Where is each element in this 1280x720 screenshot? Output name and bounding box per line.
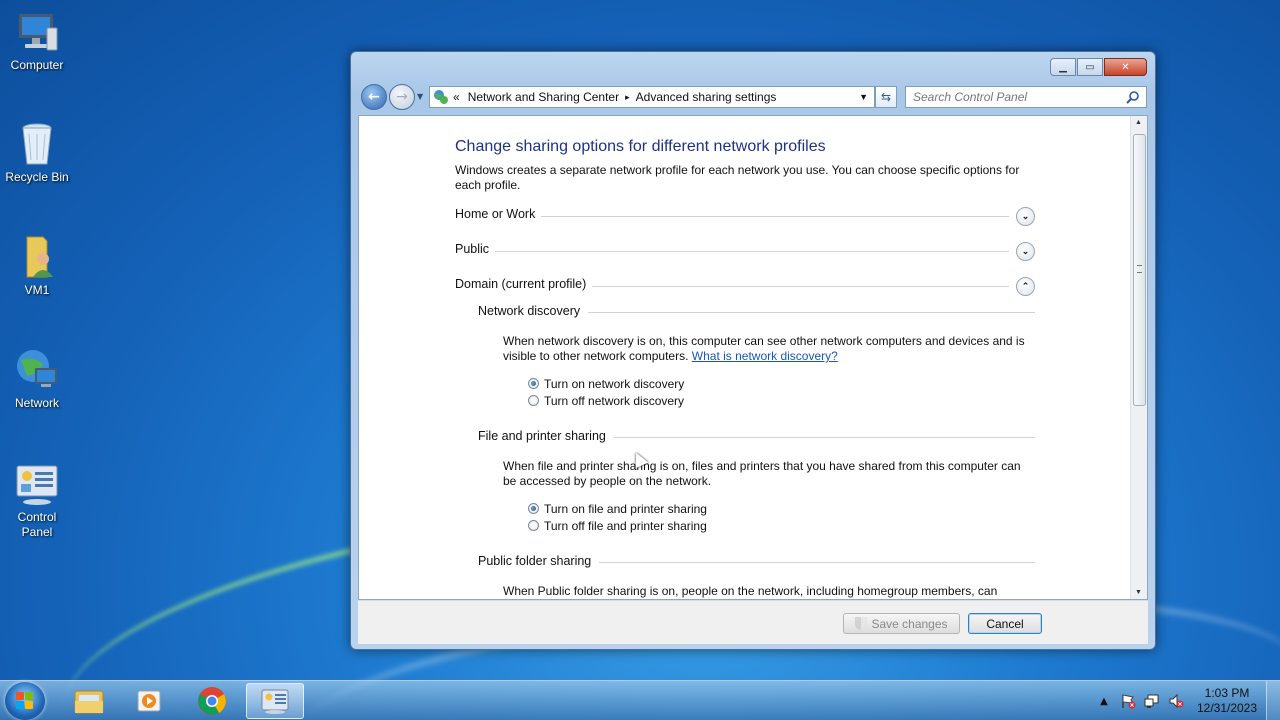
start-button[interactable] xyxy=(5,682,45,720)
taskbar-explorer[interactable] xyxy=(60,683,118,719)
breadcrumb-network-sharing-center[interactable]: Network and Sharing Center xyxy=(467,90,620,104)
page-title: Change sharing options for different network profiles xyxy=(455,138,826,155)
divider xyxy=(455,251,1009,252)
computer-icon xyxy=(13,8,61,56)
radio-turn-off-file-printer-sharing[interactable] xyxy=(528,517,1035,534)
address-overflow[interactable]: « xyxy=(453,90,460,104)
desktop-icon-label: Control Panel xyxy=(17,510,57,539)
radio-button-selected[interactable] xyxy=(528,503,539,514)
control-panel-icon xyxy=(13,460,61,508)
radio-button[interactable] xyxy=(528,520,539,531)
taskbar-media-player[interactable] xyxy=(120,683,178,719)
desktop-icon-control-panel[interactable] xyxy=(0,460,74,540)
desktop-icon-recycle-bin[interactable] xyxy=(0,120,74,185)
radio-turn-on-network-discovery[interactable] xyxy=(528,375,1035,392)
description-text: When network discovery is on, this computer can see other network computers and devices and is visible to other network computers. xyxy=(503,334,1025,363)
back-button[interactable] xyxy=(361,84,387,110)
section-description: When file and printer sharing is on, files and printers that you have shared from this computer can be accessed by people on the network. xyxy=(503,459,1021,488)
control-panel-icon xyxy=(433,89,449,105)
folder-icon xyxy=(73,687,105,715)
section-header xyxy=(478,304,1035,334)
scrollbar-thumb[interactable] xyxy=(1133,134,1146,406)
profile-label: Domain (current profile) xyxy=(455,277,592,291)
action-center-flag-icon[interactable] xyxy=(1118,691,1138,711)
network-icon xyxy=(13,346,61,394)
radio-group xyxy=(528,500,1035,534)
chevron-down-icon[interactable]: ⌄ xyxy=(1016,207,1035,226)
scroll-down-arrow-icon[interactable]: ▼ xyxy=(1135,589,1142,596)
radio-label[interactable]: Turn off network discovery xyxy=(544,393,685,408)
address-bar[interactable] xyxy=(429,86,875,108)
search-icon[interactable] xyxy=(1126,90,1140,104)
section-header xyxy=(478,554,1035,584)
button-label: Save changes xyxy=(871,616,948,631)
desktop-icon-label: Recycle Bin xyxy=(5,170,69,184)
caption-buttons xyxy=(1049,58,1147,76)
clock-time: 1:03 PM xyxy=(1204,686,1250,700)
radio-group xyxy=(528,375,1035,409)
section-header xyxy=(478,429,1035,459)
show-desktop-button[interactable] xyxy=(1266,681,1280,720)
profile-home-work[interactable] xyxy=(455,207,1035,242)
save-changes-button[interactable] xyxy=(843,613,960,634)
desktop-icon-network[interactable] xyxy=(0,346,74,411)
button-label: Cancel xyxy=(986,616,1024,631)
control-panel-icon xyxy=(260,687,290,715)
chevron-down-icon[interactable]: ⌄ xyxy=(1016,242,1035,261)
profile-domain[interactable] xyxy=(455,277,1035,304)
settings-panel xyxy=(455,138,1035,600)
taskbar-control-panel[interactable] xyxy=(246,683,304,719)
media-player-icon xyxy=(135,687,163,715)
uac-shield-icon xyxy=(855,617,867,630)
section-description: When Public folder sharing is on, people on the network, including homegroup members, can xyxy=(503,584,998,598)
radio-label[interactable]: Turn on network discovery xyxy=(544,376,685,391)
windows-logo-icon xyxy=(16,692,34,710)
cancel-button[interactable] xyxy=(968,613,1042,634)
intro-text: Windows creates a separate network profile for each network you use. You can choose specific options for each profile. xyxy=(455,163,1020,192)
section-title: Network discovery xyxy=(478,304,588,318)
profile-label: Home or Work xyxy=(455,207,541,221)
desktop-icon-vm1[interactable] xyxy=(0,233,74,298)
file-printer-sharing-section xyxy=(478,429,1035,534)
profile-public[interactable] xyxy=(455,242,1035,277)
recycle-bin-icon xyxy=(13,120,61,168)
section-title: File and printer sharing xyxy=(478,429,614,443)
search-input[interactable] xyxy=(905,86,1147,108)
desktop-icon-computer[interactable] xyxy=(0,8,74,73)
minimize-button[interactable]: ▁ xyxy=(1050,58,1076,76)
section-description xyxy=(503,334,1035,364)
network-tray-icon[interactable] xyxy=(1142,691,1162,711)
profile-label: Public xyxy=(455,242,495,256)
advanced-sharing-window xyxy=(350,51,1156,650)
navigation-bar xyxy=(359,84,1147,110)
radio-turn-on-file-printer-sharing[interactable] xyxy=(528,500,1035,517)
volume-muted-icon[interactable] xyxy=(1166,691,1186,711)
radio-label[interactable]: Turn on file and printer sharing xyxy=(544,501,707,516)
chrome-icon xyxy=(197,686,227,716)
system-tray xyxy=(1092,681,1280,720)
search-placeholder: Search Control Panel xyxy=(913,90,1028,104)
radio-turn-off-network-discovery[interactable] xyxy=(528,392,1035,409)
public-folder-sharing-section xyxy=(478,554,1035,599)
maximize-button[interactable]: ▭ xyxy=(1077,58,1103,76)
network-discovery-section xyxy=(478,304,1035,409)
user-folder-icon xyxy=(13,233,61,281)
radio-label[interactable]: Turn off file and printer sharing xyxy=(544,518,707,533)
refresh-icon: ⇆ xyxy=(880,90,892,104)
close-button[interactable]: ✕ xyxy=(1104,58,1147,76)
grip-icon xyxy=(1137,265,1142,273)
section-title: Public folder sharing xyxy=(478,554,599,568)
breadcrumb-advanced-sharing[interactable]: Advanced sharing settings xyxy=(635,90,777,104)
content-pane xyxy=(358,115,1148,600)
show-hidden-icons-button[interactable]: ▲ xyxy=(1100,695,1108,707)
desktop-icon-label: Computer xyxy=(10,58,64,72)
radio-button-selected[interactable] xyxy=(528,378,539,389)
desktop-icon-label: VM1 xyxy=(24,283,50,297)
taskbar-chrome[interactable] xyxy=(183,683,241,719)
vertical-scrollbar[interactable] xyxy=(1130,116,1147,599)
desktop-icon-label: Network xyxy=(14,396,59,410)
taskbar-clock[interactable] xyxy=(1188,686,1266,716)
recent-pages-dropdown[interactable]: ▼ xyxy=(417,92,424,101)
address-dropdown-icon[interactable]: ▼ xyxy=(859,92,868,102)
chevron-up-icon[interactable]: ⌃ xyxy=(1016,277,1035,296)
forward-button[interactable] xyxy=(389,84,415,110)
clock-date: 12/31/2023 xyxy=(1196,701,1258,715)
radio-button[interactable] xyxy=(528,395,539,406)
forward-arrow-icon: → xyxy=(396,89,408,105)
button-bar xyxy=(358,600,1148,644)
scroll-up-arrow-icon[interactable]: ▲ xyxy=(1135,119,1142,126)
breadcrumb-separator[interactable]: ▸ xyxy=(625,91,630,102)
refresh-button[interactable] xyxy=(875,86,897,108)
what-is-network-discovery-link[interactable]: What is network discovery? xyxy=(691,349,838,363)
back-arrow-icon: ← xyxy=(368,89,380,105)
taskbar xyxy=(0,680,1280,720)
